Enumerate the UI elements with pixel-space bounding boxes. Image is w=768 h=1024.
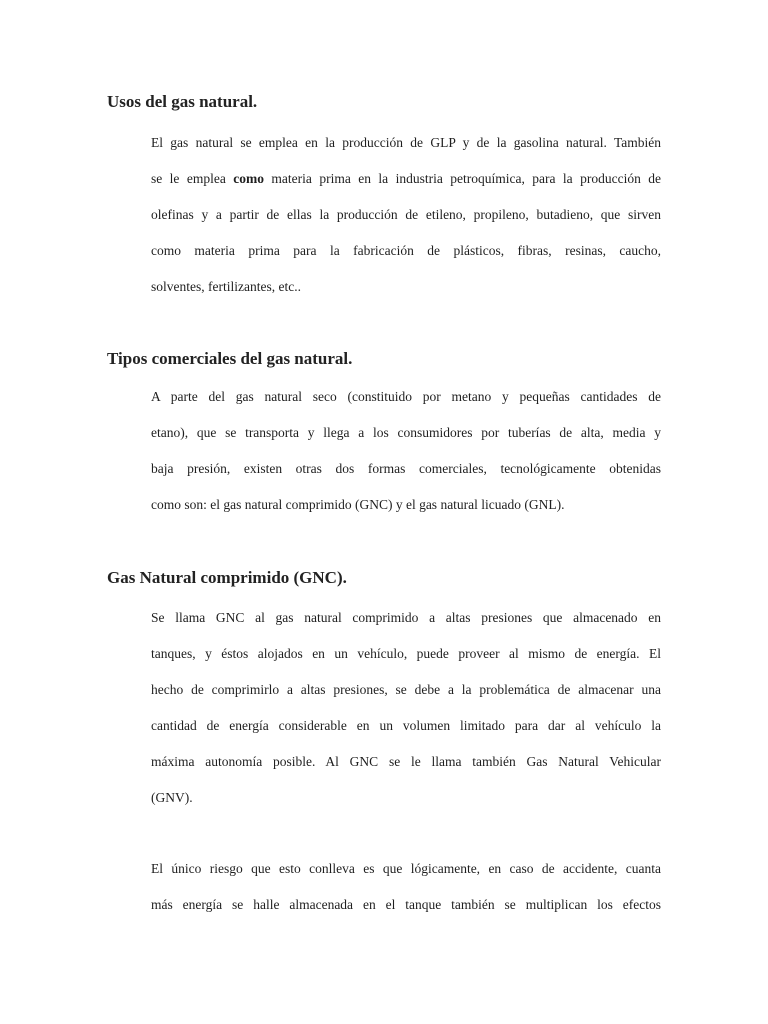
paragraph-line: como materia prima para la fabricación de plásticos, fibras, resinas, caucho,: [151, 243, 661, 258]
line-text: materia prima en la industria petroquímica, para la producción de: [264, 171, 661, 186]
body-paragraph: [151, 600, 661, 816]
section-heading: Usos del gas natural.: [107, 92, 258, 111]
bold-word: como: [233, 171, 264, 186]
paragraph-line: [151, 161, 661, 197]
paragraph-line: cantidad de energía considerable en un volumen limitado para dar al vehículo la: [151, 718, 661, 733]
body-paragraph: [151, 379, 661, 523]
paragraph-line: etano), que se transporta y llega a los consumidores por tuberías de alta, media y: [151, 425, 661, 440]
section-heading: Tipos comerciales del gas natural.: [107, 349, 353, 368]
paragraph-line: El único riesgo que esto conlleva es que lógicamente, en caso de accidente, cuanta: [151, 861, 661, 876]
paragraph-line: solventes, fertilizantes, etc..: [151, 279, 301, 294]
line-text: se le emplea: [151, 171, 234, 186]
paragraph-line: tanques, y éstos alojados en un vehículo, puede proveer al mismo de energía. El: [151, 646, 661, 661]
body-paragraph: [151, 851, 661, 923]
paragraph-line: más energía se halle almacenada en el tanque también se multiplican los efectos: [151, 897, 661, 912]
body-paragraph: [151, 125, 661, 305]
paragraph-line: El gas natural se emplea en la producción de GLP y de la gasolina natural. También: [151, 135, 661, 150]
paragraph-line: (GNV).: [151, 790, 193, 805]
paragraph-line: como son: el gas natural comprimido (GNC) y el gas natural licuado (GNL).: [151, 497, 565, 512]
paragraph-line: Se llama GNC al gas natural comprimido a altas presiones que almacenado en: [151, 610, 661, 625]
paragraph-line: hecho de comprimirlo a altas presiones, se debe a la problemática de almacenar una: [151, 682, 661, 697]
paragraph-line: máxima autonomía posible. Al GNC se le llama también Gas Natural Vehicular: [151, 754, 661, 769]
paragraph-line: A parte del gas natural seco (constituido por metano y pequeñas cantidades de: [151, 389, 661, 404]
paragraph-line: baja presión, existen otras dos formas comerciales, tecnológicamente obtenidas: [151, 461, 661, 476]
paragraph-line: olefinas y a partir de ellas la producción de etileno, propileno, butadieno, que sirven: [151, 207, 661, 222]
section-heading: Gas Natural comprimido (GNC).: [107, 568, 347, 587]
